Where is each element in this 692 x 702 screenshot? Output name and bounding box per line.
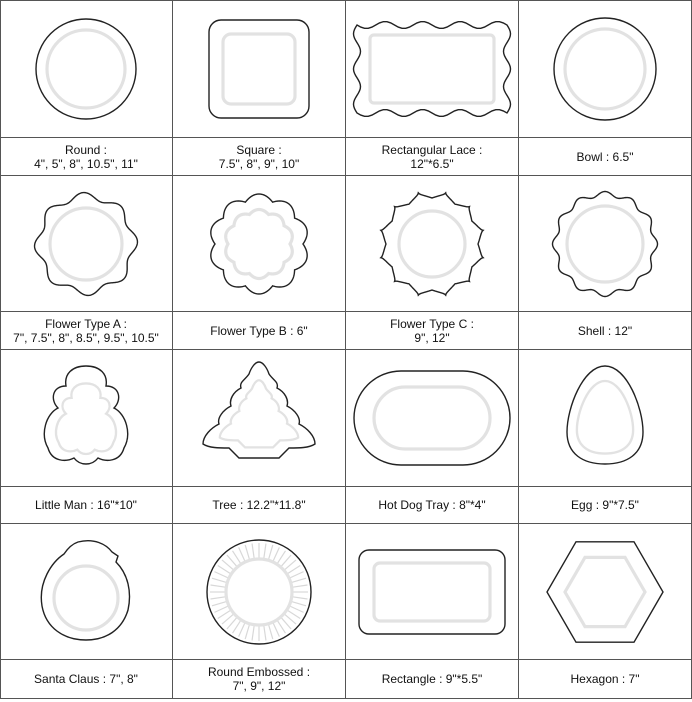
square-plate-cell [173,0,346,138]
round-embossed-plate-cell [173,524,346,660]
flower-type-c-label-line: Flower Type C : [390,316,474,331]
little-man-label [0,487,173,524]
flower-type-a-label-line: Flower Type A : [45,316,127,331]
round-label-line: 4", 5", 8", 10.5", 11" [34,156,138,171]
tree-label-line: Tree : 12.2"*11.8" [212,498,306,512]
round-label [0,138,173,176]
santa-claus-plate-drawing [16,530,156,654]
rectangular-lace-plate-drawing [362,7,502,131]
egg-label-line: Egg : 9"*7.5" [571,498,639,512]
bowl-label [519,138,692,176]
flower-type-c-label-line: 9", 12" [414,330,450,345]
flower-type-c-plate-drawing [362,182,502,306]
tree-label [173,487,346,524]
round-embossed-label [173,660,346,699]
hot-dog-tray-plate-drawing [362,356,502,480]
round-plate-drawing [16,7,156,131]
flower-type-a-plate-cell [0,176,173,312]
flower-type-c-plate-cell [346,176,519,312]
hexagon-label [519,660,692,699]
santa-claus-plate-cell [0,524,173,660]
square-label-line: 7.5", 8", 9", 10" [218,156,300,171]
rectangular-lace-plate-cell [346,0,519,138]
hot-dog-tray-label-line: Hot Dog Tray : 8"*4" [378,498,486,512]
flower-type-b-label [173,312,346,350]
santa-claus-label-line: Santa Claus : 7", 8" [34,672,138,686]
bowl-plate-drawing [535,7,675,131]
little-man-label-line: Little Man : 16"*10" [35,498,137,512]
egg-plate-cell [519,350,692,487]
shell-plate-cell [519,176,692,312]
rectangle-label [346,660,519,699]
hot-dog-tray-plate-cell [346,350,519,487]
egg-plate-drawing [535,356,675,480]
hexagon-plate-cell [519,524,692,660]
little-man-plate-cell [0,350,173,487]
round-plate-cell [0,0,173,138]
rectangular-lace-label [346,138,519,176]
rectangle-label-line: Rectangle : 9"*5.5" [381,672,483,686]
round-embossed-label-line: Round Embossed : [207,665,311,679]
bowl-plate-cell [519,0,692,138]
round-embossed-plate-drawing [189,530,329,654]
hexagon-plate-drawing [535,530,675,654]
hot-dog-tray-label [346,487,519,524]
shell-label-line: Shell : 12" [577,323,633,338]
little-man-plate-drawing [16,356,156,480]
hexagon-label-line: Hexagon : 7" [570,672,640,686]
flower-type-a-label [0,312,173,350]
square-label [173,138,346,176]
flower-type-b-label-line: Flower Type B : 6" [210,323,308,338]
santa-claus-label [0,660,173,699]
flower-type-a-label-line: 7", 7.5", 8", 8.5", 9.5", 10.5" [13,330,159,345]
flower-type-a-plate-drawing [16,182,156,306]
round-embossed-label-line: 7", 9", 12" [232,679,286,693]
rectangular-lace-label-line: Rectangular Lace : [381,142,483,157]
shell-plate-drawing [535,182,675,306]
flower-type-b-plate-cell [173,176,346,312]
egg-label [519,487,692,524]
round-label-line: Round : [64,142,108,157]
tree-plate-drawing [189,356,329,480]
square-plate-drawing [189,7,329,131]
flower-type-c-label [346,312,519,350]
flower-type-b-plate-drawing [189,182,329,306]
rectangle-plate-cell [346,524,519,660]
rectangular-lace-label-line: 12"*6.5" [410,156,454,171]
rectangle-plate-drawing [362,530,502,654]
tree-plate-cell [173,350,346,487]
shell-label [519,312,692,350]
square-label-line: Square : [236,142,282,157]
bowl-label-line: Bowl : 6.5" [576,149,634,164]
